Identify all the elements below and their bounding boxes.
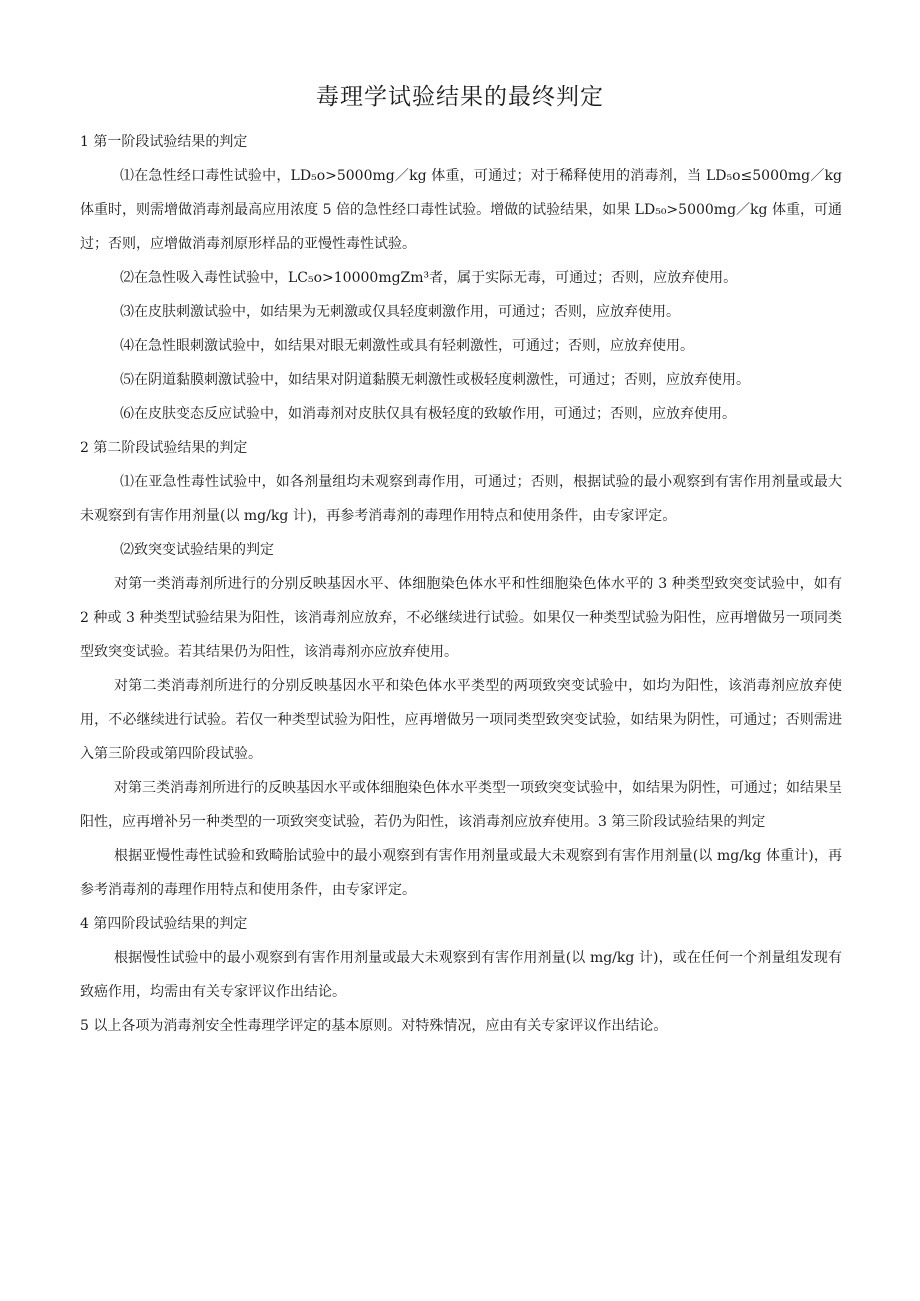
section-2-paragraph-2: ⑵致突变试验结果的判定: [120, 542, 274, 558]
document-title: 毒理学试验结果的最终判定: [316, 84, 604, 110]
section-2-paragraph-5: 对第三类消毒剂所进行的反映基因水平或体细胞染色体水平类型一项致突变试验中，如结果为阴性，可通过；如结果呈阳性，应再增补另一种类型的一项致突变试验，若仍为阳性，该消毒剂应放弃使用。3 第三阶段试验结果的判定: [80, 780, 842, 830]
section-1-paragraph-4: ⑷在急性眼刺激试验中，如结果对眼无刺激性或具有轻刺激性，可通过；否则，应放弃使用。: [120, 338, 694, 354]
document-body: [80, 125, 842, 1043]
section-1-heading: 1 第一阶段试验结果的判定: [80, 134, 248, 150]
section-2-paragraph-1: ⑴在亚急性毒性试验中，如各剂量组均未观察到毒作用，可通过；否则，根据试验的最小观察到有害作用剂量或最大未观察到有害作用剂量(以 mg/kg 计)，再参考消毒剂的毒理作用特点和使用条件，由专家评定。: [80, 474, 842, 524]
section-2-heading: 2 第二阶段试验结果的判定: [80, 440, 248, 456]
section-2-paragraph-6: 根据亚慢性毒性试验和致畸胎试验中的最小观察到有害作用剂量或最大未观察到有害作用剂量(以 mg/kg 体重计)，再参考消毒剂的毒理作用特点和使用条件，由专家评定。: [80, 848, 842, 898]
section-4-heading: 4 第四阶段试验结果的判定: [80, 916, 248, 932]
section-5-heading: 5 以上各项为消毒剂安全性毒理学评定的基本原则。对特殊情况，应由有关专家评议作出结论。: [80, 1018, 668, 1034]
section-4-paragraph-1: 根据慢性试验中的最小观察到有害作用剂量或最大未观察到有害作用剂量(以 mg/kg 计)，或在任何一个剂量组发现有致癌作用，均需由有关专家评议作出结论。: [80, 950, 842, 1000]
section-1-paragraph-2: ⑵在急性吸入毒性试验中，LC₅o>10000mgZm³者，属于实际无毒，可通过；否则，应放弃使用。: [120, 270, 738, 286]
section-1-paragraph-6: ⑹在皮肤变态反应试验中，如消毒剂对皮肤仅具有极轻度的致敏作用，可通过；否则，应放弃使用。: [120, 406, 736, 422]
section-2-paragraph-4: 对第二类消毒剂所进行的分别反映基因水平和染色体水平类型的两项致突变试验中，如均为阳性，该消毒剂应放弃使用，不必继续进行试验。若仅一种类型试验为阳性，应再增做另一项同类型致突变试验，如结果为阴性，可通过；否则需进入第三阶段或第四阶段试验。: [80, 678, 842, 762]
section-1-paragraph-3: ⑶在皮肤刺激试验中，如结果为无刺激或仅具轻度刺激作用，可通过；否则，应放弃使用。: [120, 304, 680, 320]
section-1-paragraph-5: ⑸在阴道黏膜刺激试验中，如结果对阴道黏膜无刺激性或极轻度刺激性，可通过；否则，应放弃使用。: [120, 372, 750, 388]
section-2-paragraph-3: 对第一类消毒剂所进行的分别反映基因水平、体细胞染色体水平和性细胞染色体水平的 3 种类型致突变试验中，如有 2 种或 3 种类型试验结果为阳性，该消毒剂应放弃，不必继续进行试验。如果仅一种类型试验为阳性，应再增做另一项同类型致突变试验。若其结果仍为阳性，该消毒剂亦应放弃使用。: [80, 576, 842, 660]
section-1-paragraph-1: ⑴在急性经口毒性试验中，LD₅o>5000mg／kg 体重，可通过；对于稀释使用的消毒剂，当 LD₅o≤5000mg／kg 体重时，则需增做消毒剂最高应用浓度 5 倍的急性经口毒性试验。增做的试验结果，如果 LD₅₀>5000mg／kg 体重，可通过；否则，应增做消毒剂原形样品的亚慢性毒性试验。: [80, 168, 842, 252]
